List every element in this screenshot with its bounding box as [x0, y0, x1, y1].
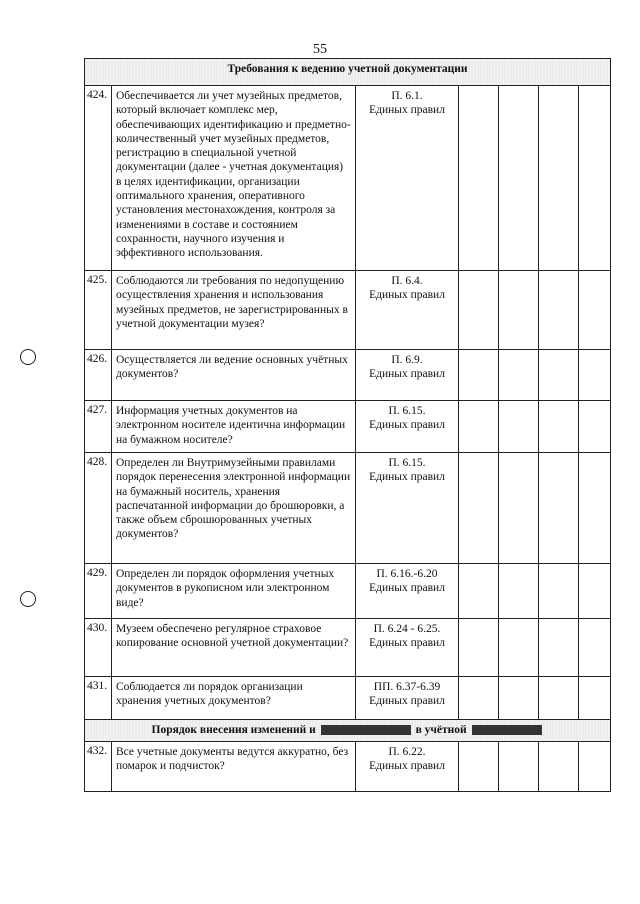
row-number: 430.: [85, 619, 112, 677]
section-header-changes: [85, 720, 611, 742]
table-row: [85, 271, 611, 350]
table-row: [85, 350, 611, 401]
answer-cell: [579, 453, 611, 564]
answer-cell: [499, 271, 539, 350]
question-text: Соблюдается ли порядок организации хранения учетных документов?: [112, 677, 356, 720]
question-text: Информация учетных документов на электронном носителе идентична информации на бумажном носителе?: [112, 401, 356, 453]
question-text: Обеспечивается ли учет музейных предметов, который включает комплекс мер, обеспечивающих идентификацию и предметно-количественный учет музейных предметов, регистрацию в специальной учетной документации (далее - учетная документация) в целях идентификации, организации оптимального хранения, оперативного установления местонахождения, контроля за изменениями в составе и состоянием сохранности, научного изучения и эффективного использования.: [112, 86, 356, 271]
answer-cell: [579, 350, 611, 401]
answer-cell: [539, 350, 579, 401]
reference-text: П. 6.15. Единых правил: [356, 401, 459, 453]
answer-cell: [579, 401, 611, 453]
answer-cell: [499, 86, 539, 271]
answer-cell: [459, 742, 499, 792]
answer-cell: [459, 619, 499, 677]
reference-text: П. 6.24 - 6.25. Единых правил: [356, 619, 459, 677]
redaction-mark: [472, 725, 542, 735]
answer-cell: [539, 677, 579, 720]
row-number: 432.: [85, 742, 112, 792]
reference-text: П. 6.9. Единых правил: [356, 350, 459, 401]
answer-cell: [459, 401, 499, 453]
answer-cell: [579, 86, 611, 271]
table-row: [85, 453, 611, 564]
reference-text: ПП. 6.37-6.39 Единых правил: [356, 677, 459, 720]
table-row: [85, 742, 611, 792]
answer-cell: [499, 350, 539, 401]
row-number: 429.: [85, 564, 112, 619]
answer-cell: [579, 271, 611, 350]
table-row: [85, 401, 611, 453]
redaction-mark: [321, 725, 411, 735]
reference-text: П. 6.22. Единых правил: [356, 742, 459, 792]
reference-text: П. 6.16.-6.20 Единых правил: [356, 564, 459, 619]
table-row: [85, 564, 611, 619]
question-text: Все учетные документы ведутся аккуратно, без помарок и подчисток?: [112, 742, 356, 792]
reference-text: П. 6.1. Единых правил: [356, 86, 459, 271]
row-number: 427.: [85, 401, 112, 453]
answer-cell: [499, 453, 539, 564]
answer-cell: [579, 742, 611, 792]
question-text: Осуществляется ли ведение основных учётных документов?: [112, 350, 356, 401]
section-title-part2: в учётной: [415, 724, 467, 736]
answer-cell: [539, 271, 579, 350]
answer-cell: [539, 86, 579, 271]
row-number: 428.: [85, 453, 112, 564]
question-text: Соблюдаются ли требования по недопущению осуществления хранения и использования музейных предметов, не зарегистрированных в учетной документации музея?: [112, 271, 356, 350]
answer-cell: [539, 564, 579, 619]
question-text: Определен ли порядок оформления учетных документов в рукописном или электронном виде?: [112, 564, 356, 619]
question-text: Музеем обеспечено регулярное страховое копирование основной учетной документации?: [112, 619, 356, 677]
question-text: Определен ли Внутримузейными правилами порядок перенесения электронной информации на бумажный носитель, хранения распечатанной информации до брошюровки, а также объем сброшюрованных учетных документов?: [112, 453, 356, 564]
table-row: [85, 619, 611, 677]
answer-cell: [579, 564, 611, 619]
answer-cell: [579, 619, 611, 677]
answer-cell: [539, 619, 579, 677]
row-number: 424.: [85, 86, 112, 271]
section-header-requirements: [85, 59, 611, 86]
section-title-part1: Порядок внесения изменений и: [151, 724, 316, 736]
answer-cell: [459, 350, 499, 401]
reference-text: П. 6.4. Единых правил: [356, 271, 459, 350]
table-row: [85, 677, 611, 720]
answer-cell: [459, 564, 499, 619]
section-title: [85, 720, 611, 742]
page-number: 55: [313, 42, 327, 57]
answer-cell: [459, 677, 499, 720]
reference-text: П. 6.15. Единых правил: [356, 453, 459, 564]
row-number: 431.: [85, 677, 112, 720]
punch-hole-bottom: [20, 591, 36, 607]
row-number: 425.: [85, 271, 112, 350]
answer-cell: [499, 619, 539, 677]
answer-cell: [459, 271, 499, 350]
answer-cell: [459, 86, 499, 271]
section-title: Требования к ведению учетной документации: [85, 59, 611, 86]
answer-cell: [499, 564, 539, 619]
answer-cell: [539, 742, 579, 792]
answer-cell: [499, 742, 539, 792]
punch-hole-top: [20, 349, 36, 365]
row-number: 426.: [85, 350, 112, 401]
table-row: [85, 86, 611, 271]
answer-cell: [539, 401, 579, 453]
answer-cell: [579, 677, 611, 720]
answer-cell: [499, 401, 539, 453]
answer-cell: [499, 677, 539, 720]
checklist-table: [84, 58, 611, 792]
answer-cell: [459, 453, 499, 564]
answer-cell: [539, 453, 579, 564]
